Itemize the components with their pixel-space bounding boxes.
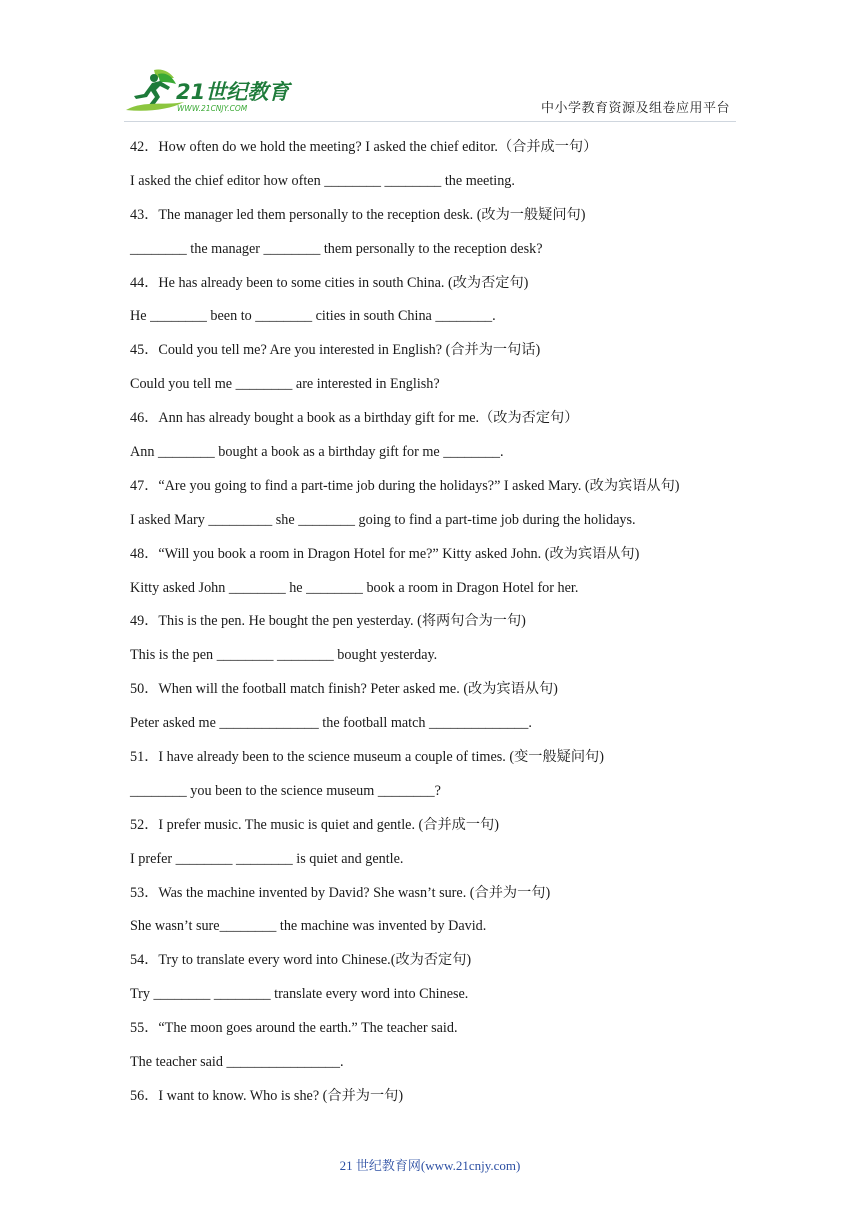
question-46: 46．Ann has already bought a book as a birthday gift for me.（改为否定句） (130, 410, 579, 427)
question-42: 42．How often do we hold the meeting? I asked the chief editor.（合并成一句） (130, 139, 598, 155)
answer-54: Try ________ ________ translate every word into Chinese. (130, 986, 469, 1003)
question-55: 55．“The moon goes around the earth.” The teacher said. (130, 1020, 458, 1037)
svg-text:WWW.21CNJY.COM: WWW.21CNJY.COM (177, 104, 248, 113)
svg-text:21世纪教育: 21世纪教育 (176, 80, 290, 104)
question-54: 54．Try to translate every word into Chinese.(改为否定句) (130, 952, 472, 969)
question-43: 43．The manager led them personally to the reception desk. (改为一般疑问句) (130, 206, 586, 223)
answer-48: Kitty asked John ________ he ________ book a room in Dragon Hotel for her. (130, 579, 579, 596)
header-platform-text: 中小学教育资源及组卷应用平台 (540, 101, 730, 116)
answer-47: I asked Mary _________ she ________ going to find a part-time job during the holidays. (130, 511, 636, 528)
answer-46: Ann ________ bought a book as a birthday gift for me ________. (130, 444, 504, 461)
answer-50: Peter asked me ______________ the football match ______________. (130, 715, 532, 732)
answer-52: I prefer ________ ________ is quiet and gentle. (130, 850, 404, 867)
question-45: 45．Could you tell me? Are you interested in English? (合并为一句话) (130, 342, 541, 359)
question-47: 47．“Are you going to find a part-time job during the holidays?” I asked Mary. (改为宾语从句) (130, 477, 680, 494)
answer-51: ________ you been to the science museum ________? (130, 782, 441, 799)
page-header (0, 0, 860, 125)
answer-44: He ________ been to ________ cities in south China ________. (130, 308, 496, 325)
runner-logo-icon (124, 66, 294, 116)
answer-53: She wasn’t sure________ the machine was invented by David. (130, 918, 487, 935)
exercise-content (130, 136, 750, 1119)
question-53: 53．Was the machine invented by David? She wasn’t sure. (合并为一句) (130, 884, 551, 901)
header-divider (124, 121, 736, 122)
question-56: 56．I want to know. Who is she? (合并为一句) (130, 1087, 404, 1104)
question-44: 44．He has already been to some cities in south China. (改为否定句) (130, 274, 529, 291)
question-52: 52．I prefer music. The music is quiet and gentle. (合并成一句) (130, 816, 499, 833)
question-48: 48．“Will you book a room in Dragon Hotel for me?” Kitty asked John. (改为宾语从句) (130, 545, 640, 562)
question-49: 49．This is the pen. He bought the pen yesterday. (将两句合为一句) (130, 613, 526, 630)
question-51: 51．I have already been to the science museum a couple of times. (变一般疑问句) (130, 749, 604, 766)
answer-49: This is the pen ________ ________ bought yesterday. (130, 647, 438, 664)
answer-43: ________ the manager ________ them personally to the reception desk? (130, 240, 543, 257)
page-footer: 21 世纪教育网(www.21cnjy.com) (339, 1158, 521, 1173)
logo (124, 66, 294, 116)
question-50: 50．When will the football match finish? Peter asked me. (改为宾语从句) (130, 681, 558, 698)
answer-45: Could you tell me ________ are interested in English? (130, 376, 440, 393)
answer-55: The teacher said ________________. (130, 1054, 344, 1071)
answer-42: I asked the chief editor how often ________ ________ the meeting. (130, 172, 515, 189)
